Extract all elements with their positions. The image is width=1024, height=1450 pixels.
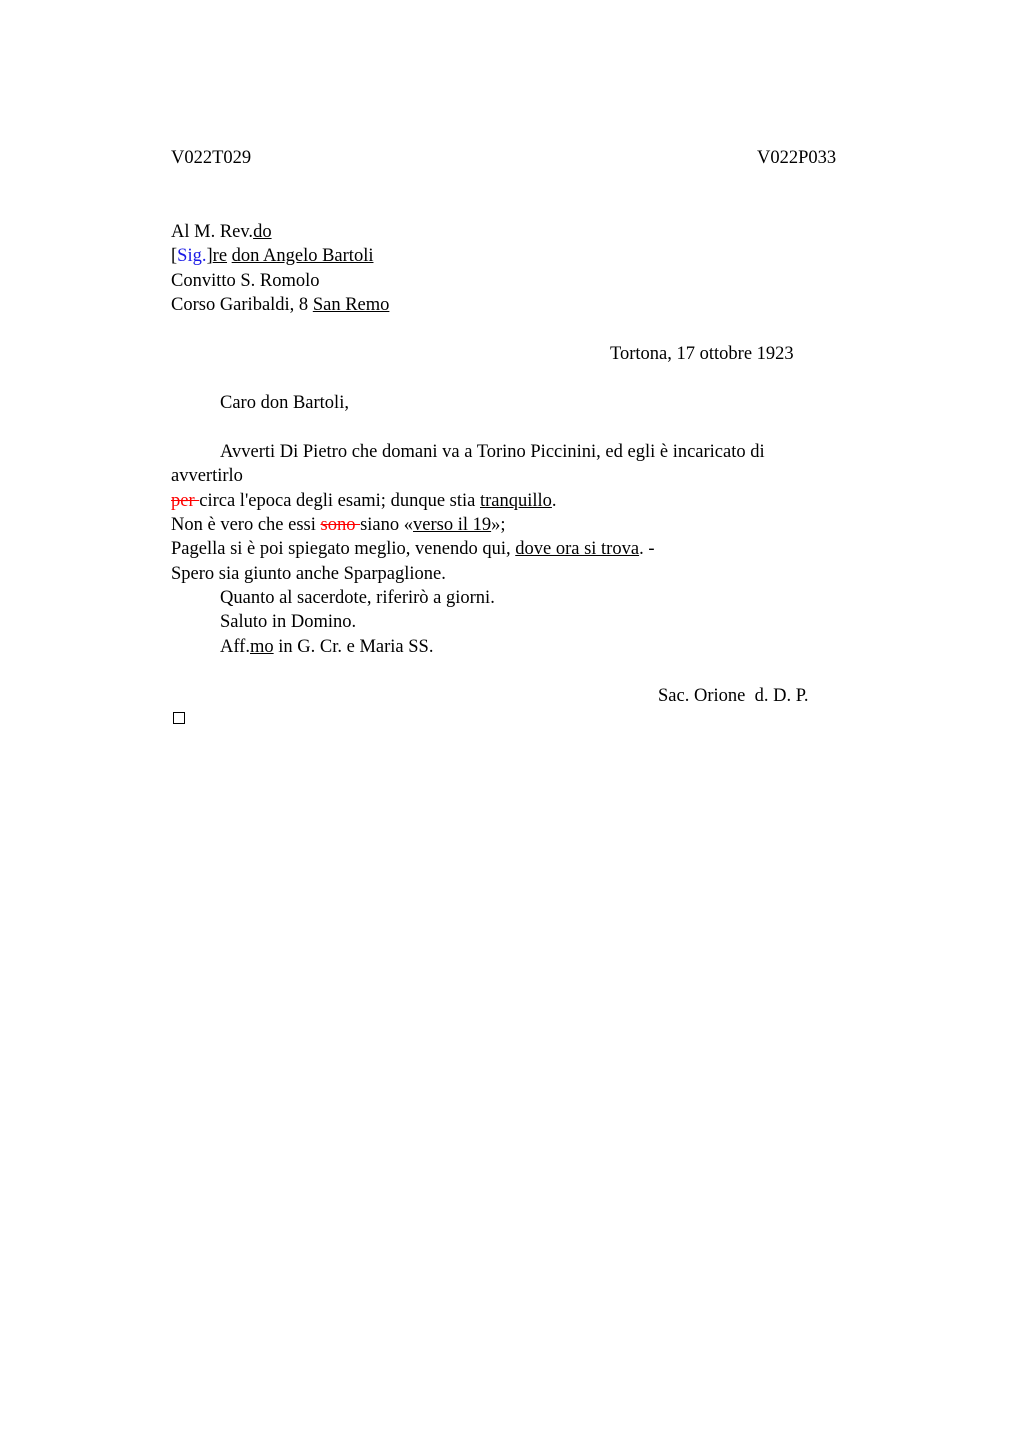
signature: Sac. Orione d. D. P. [658, 686, 809, 706]
body-text: . - [639, 539, 655, 559]
body-text: circa l'epoca degli esami; dunque stia [199, 491, 480, 511]
body-text: siano « [360, 515, 414, 535]
body-line-3 [171, 489, 557, 513]
address-city: San Remo [312, 295, 390, 315]
underlined-text: mo [249, 637, 274, 657]
body-line-4 [171, 513, 506, 537]
body-line-6: Spero sia giunto anche Sparpaglione. [171, 564, 446, 584]
body-line-5 [171, 537, 654, 561]
address-re-suffix: re [212, 246, 228, 266]
address-title-prefix: Al M. Rev. [171, 222, 254, 242]
body-text: »; [491, 515, 506, 535]
recipient-name: don Angelo Bartoli [231, 246, 374, 266]
underlined-text: verso il 19 [413, 515, 492, 535]
body-line-7: Quanto al sacerdote, riferirò a giorni. [220, 588, 495, 608]
date-line: Tortona, 17 ottobre 1923 [610, 344, 794, 364]
address-street: Corso Garibaldi, 8 [171, 295, 313, 315]
body-text: Non è vero che essi [171, 515, 321, 535]
body-line-2: avvertirlo [171, 466, 243, 486]
salutation: Caro don Bartoli, [220, 393, 349, 413]
closing-suffix: in G. Cr. e Maria SS. [273, 637, 434, 657]
address-line-4 [171, 293, 389, 317]
bracket-open: [ [171, 246, 178, 266]
editorial-insertion: Sig. [177, 246, 207, 266]
closing-prefix: Aff. [220, 637, 250, 657]
body-text: Pagella si è poi spiegato meglio, venendo qui, [171, 539, 516, 559]
address-line-1 [171, 220, 272, 244]
underlined-text: dove ora si trova [515, 539, 640, 559]
body-line-8: Saluto in Domino. [220, 612, 357, 632]
deleted-text: sono [320, 515, 361, 535]
closing-line [220, 635, 433, 659]
body-text: . [551, 491, 557, 511]
document-code-right: V022P033 [757, 148, 837, 168]
body-line-1: Avverti Di Pietro che domani va a Torino Piccinini, ed egli è incaricato di [220, 442, 765, 462]
bracket-close: ] [206, 246, 213, 266]
address-title-suffix: do [253, 222, 272, 242]
deleted-text: per [171, 491, 200, 511]
address-line-3: Convitto S. Romolo [171, 271, 320, 291]
document-code-left: V022T029 [171, 148, 252, 168]
underlined-text: tranquillo [479, 491, 552, 511]
checkbox-square-icon [173, 712, 185, 724]
address-line-2 [171, 244, 373, 268]
